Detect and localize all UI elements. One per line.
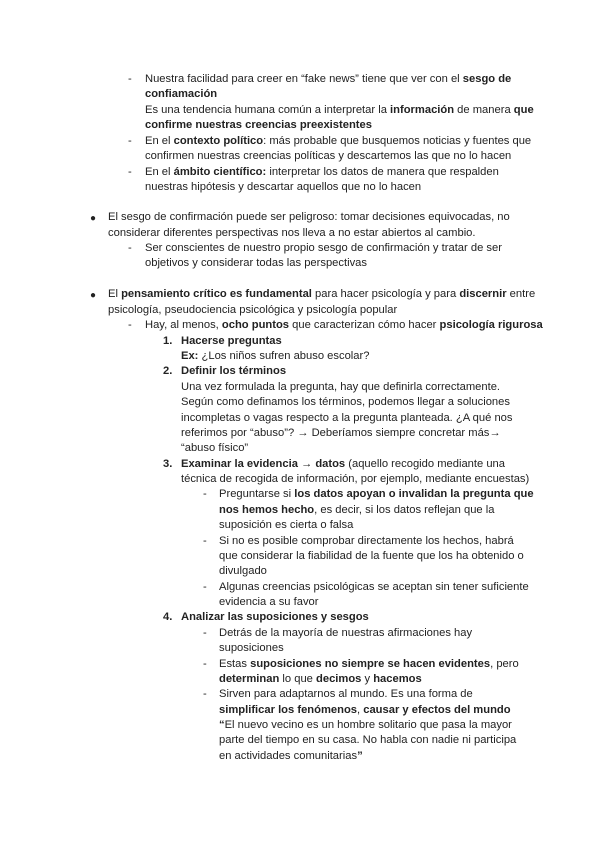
text-line: referimos por “abuso”? → Deberíamos siempre concretar más→: [181, 427, 501, 439]
text-line: suposiciones: [219, 642, 284, 654]
text-line: En el contexto político: más probable que busquemos noticias y fuentes que: [145, 135, 532, 147]
quote-line: en actividades comunitarias”: [219, 750, 363, 762]
text-line: considerar diferentes perspectivas nos lleva a no estar abiertos al cambio.: [108, 227, 476, 239]
dash-marker: -: [203, 688, 207, 700]
text-line: nuestras hipótesis y descartar aquellos que no lo hacen: [145, 181, 422, 193]
dash-marker: -: [203, 627, 207, 639]
text-line: divulgado: [219, 565, 267, 577]
text-line: El sesgo de confirmación puede ser peligroso: tomar decisiones equivocadas, no: [108, 211, 510, 223]
point-title: Hacerse preguntas: [181, 335, 282, 347]
dash-marker: -: [128, 242, 132, 254]
text-line: Una vez formulada la pregunta, hay que definirla correctamente.: [181, 381, 501, 393]
dash-marker: -: [128, 319, 132, 331]
text-line: Es una tendencia humana común a interpretar la información de manera que: [145, 104, 534, 116]
list-number: 3.: [163, 458, 173, 470]
text-line: Ex: ¿Los niños sufren abuso escolar?: [181, 350, 370, 362]
dash-marker: -: [203, 581, 207, 593]
text-line: Preguntarse si los datos apoyan o invalidan la pregunta que: [219, 488, 534, 500]
text-line: psicología, pseudociencia psicológica y psicología popular: [108, 304, 398, 316]
text-line: Hay, al menos, ocho puntos que caracterizan cómo hacer psicología rigurosa: [145, 319, 543, 331]
quote-line: parte del tiempo en su casa. No habla con nadie ni participa: [219, 734, 517, 746]
list-number: 2.: [163, 365, 173, 377]
list-number: 4.: [163, 611, 173, 623]
text-line: “abuso físico”: [181, 442, 249, 454]
dash-marker: -: [203, 658, 207, 670]
text-line: Ser conscientes de nuestro propio sesgo de confirmación y tratar de ser: [145, 242, 502, 254]
dash-marker: -: [203, 488, 207, 500]
bullet-marker: ●: [90, 213, 97, 224]
text-line: objetivos y considerar todas las perspectivas: [145, 257, 367, 269]
text-line: confiamación: [145, 88, 218, 100]
text-line: evidencia a su favor: [219, 596, 319, 608]
text-line: determinan lo que decimos y hacemos: [219, 673, 422, 685]
dash-marker: -: [128, 166, 132, 178]
point-title: Analizar las suposiciones y sesgos: [181, 611, 369, 623]
point-title: Examinar la evidencia → datos (aquello recogido mediante una: [181, 458, 505, 470]
text-line: suposición es cierta o falsa: [219, 519, 354, 531]
list-number: 1.: [163, 335, 173, 347]
text-line: Sirven para adaptarnos al mundo. Es una forma de: [219, 688, 473, 700]
quote-line: “El nuevo vecino es un hombre solitario que pasa la mayor: [219, 719, 512, 731]
text-line: confirme nuestras creencias preexistentes: [145, 119, 372, 131]
text-line: confirmen nuestras creencias políticas y descartemos las que no lo hacen: [145, 150, 512, 162]
text-line: Nuestra facilidad para creer en “fake news” tiene que ver con el sesgo de: [145, 73, 512, 85]
dash-marker: -: [203, 535, 207, 547]
text-line: que considerar la fiabilidad de la fuente que los ha obtenido o: [219, 550, 524, 562]
text-line: Según como definamos los términos, podemos llegar a soluciones: [181, 396, 510, 408]
text-line: El pensamiento crítico es fundamental para hacer psicología y para discernir entre: [108, 288, 536, 300]
dash-marker: -: [128, 135, 132, 147]
text-line: simplificar los fenómenos, causar y efectos del mundo: [219, 704, 511, 716]
point-title: Definir los términos: [181, 365, 287, 377]
text-line: Estas suposiciones no siempre se hacen evidentes, pero: [219, 658, 519, 670]
bullet-marker: ●: [90, 290, 97, 301]
text-line: En el ámbito científico: interpretar los datos de manera que respalden: [145, 166, 499, 178]
text-line: nos hemos hecho, es decir, si los datos reflejan que la: [219, 504, 495, 516]
text-line: Si no es posible comprobar directamente los hechos, habrá: [219, 535, 514, 547]
text-line: incompletas o vagas respecto a la pregunta planteada. ¿A qué nos: [181, 412, 513, 424]
text-line: Detrás de la mayoría de nuestras afirmaciones hay: [219, 627, 473, 639]
dash-marker: -: [128, 73, 132, 85]
text-line: Algunas creencias psicológicas se aceptan sin tener suficiente: [219, 581, 529, 593]
text-line: técnica de recogida de información, por ejemplo, mediante encuestas): [181, 473, 530, 485]
